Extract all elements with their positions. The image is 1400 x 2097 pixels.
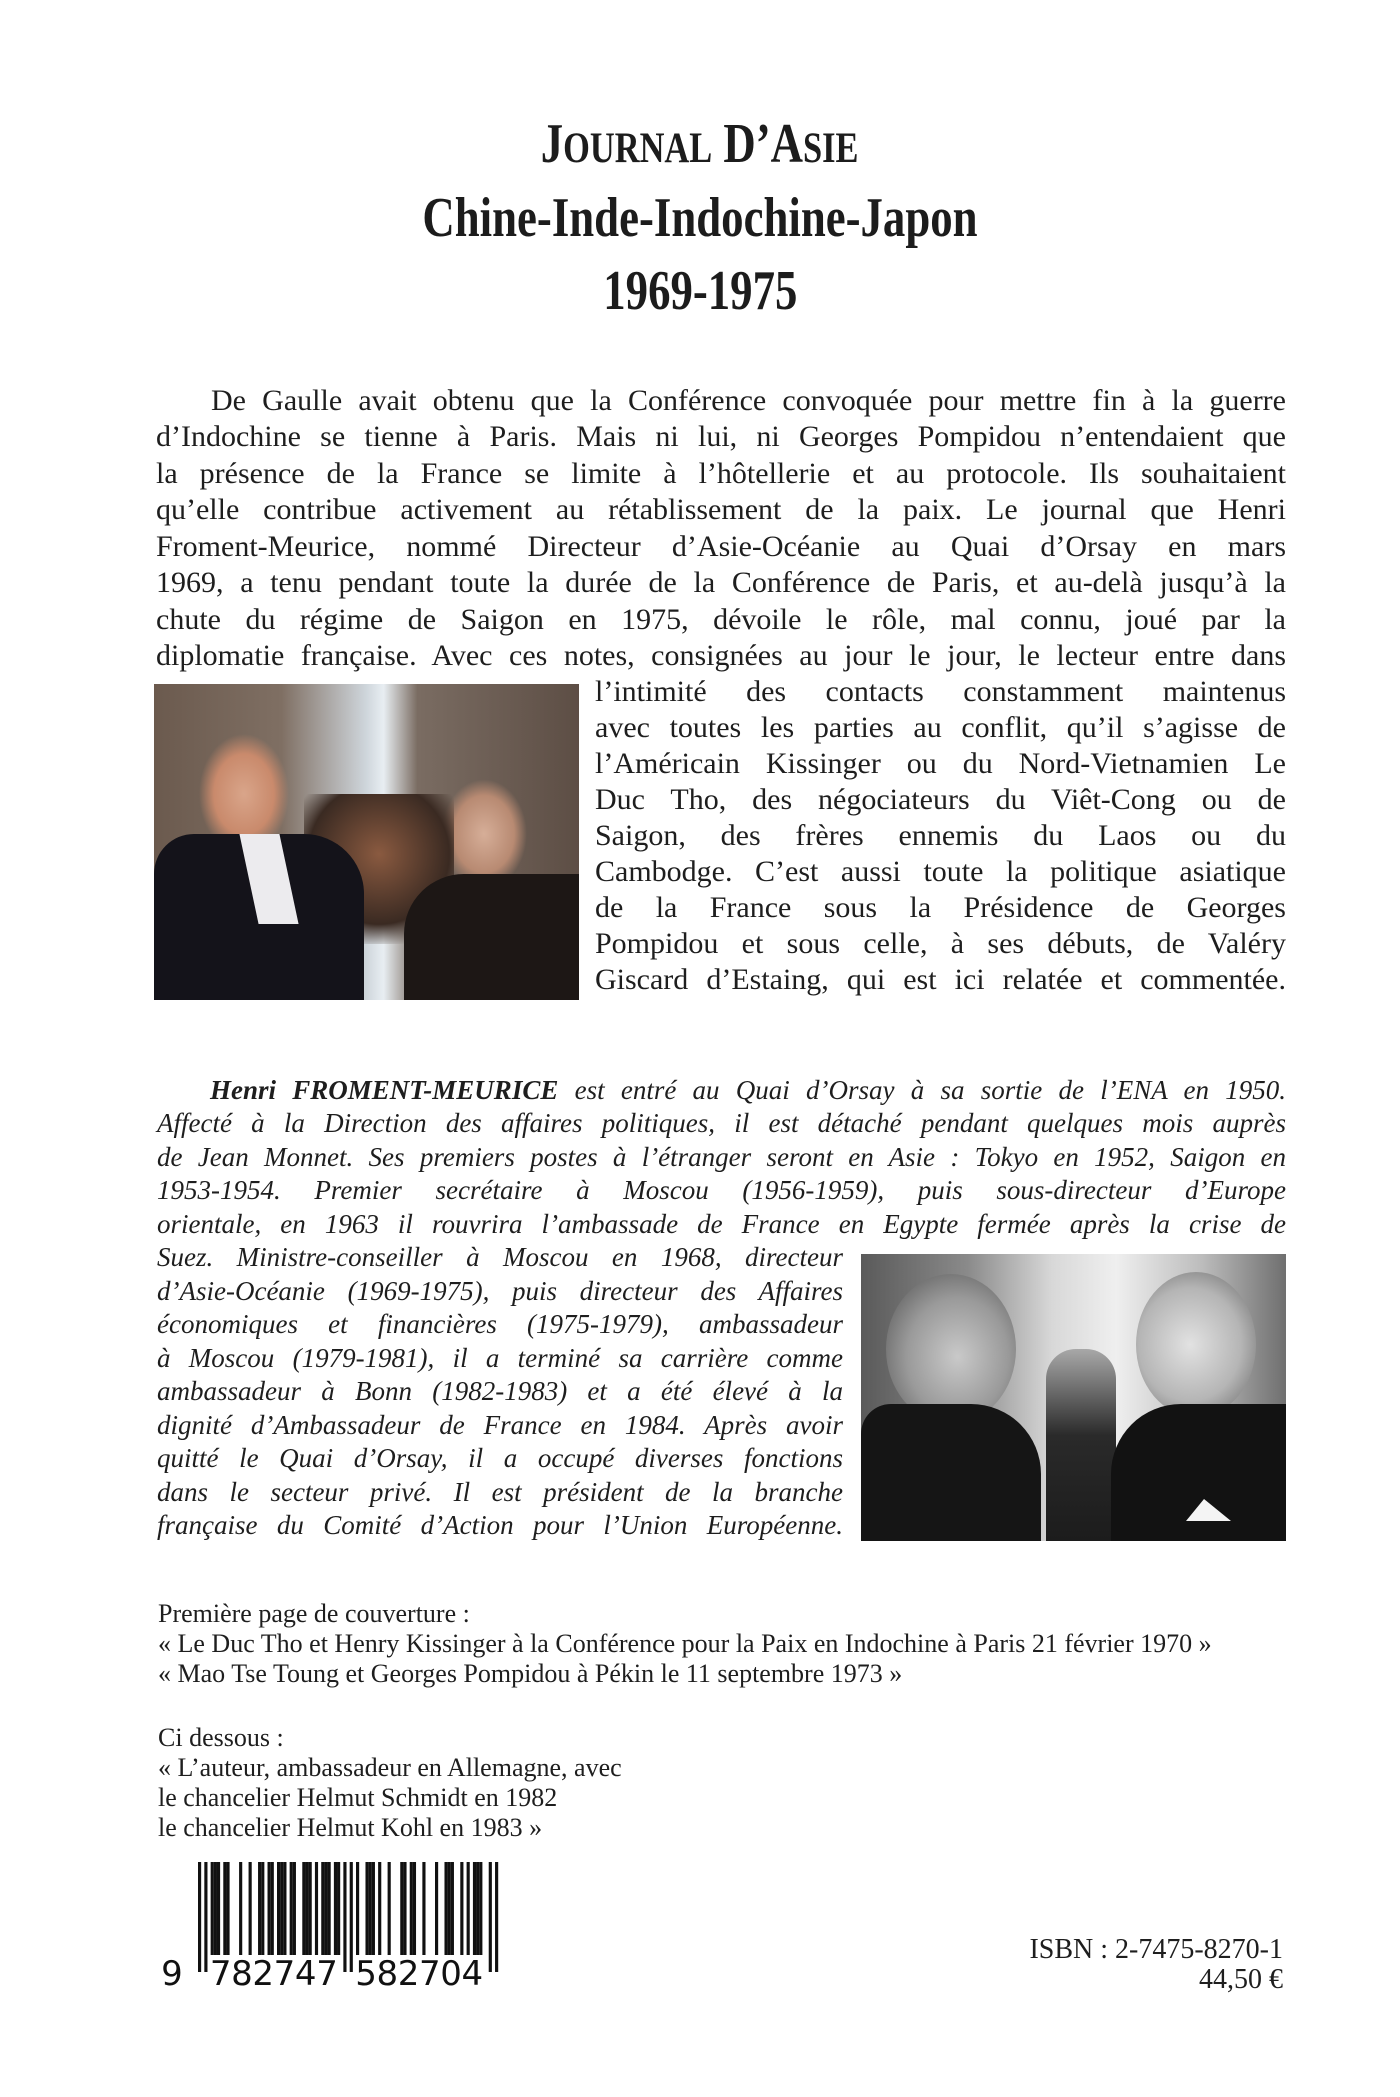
bio-line: française du Comité d’Action pour l’Union Européenne. — [157, 1510, 843, 1540]
bio-line: dignité d’Ambassadeur de France en 1984. Après avoir — [157, 1410, 843, 1440]
title-smallcaps-sie: SIE — [803, 125, 859, 172]
caption-cover-line: « Mao Tse Toung et Georges Pompidou à Pékin le 11 septembre 1973 » — [158, 1659, 903, 1688]
isbn-label: ISBN : 2-7475-8270-1 — [1029, 1934, 1283, 1965]
summary-line: Cambodge. C’est aussi toute la politique asiatique — [595, 855, 1286, 888]
summary-line: Giscard d’Estaing, qui est ici relatée et commentée. — [595, 963, 1286, 996]
caption-cover-heading: Première page de couverture : — [158, 1599, 470, 1628]
caption-below-line: le chancelier Helmut Kohl en 1983 » — [158, 1813, 543, 1842]
bio-line-text: est entré au Quai d’Orsay à sa sortie de l’ENA en 1950. — [558, 1075, 1286, 1105]
title-initial-j: J — [541, 113, 564, 175]
photo-figure-left — [861, 1404, 1041, 1541]
author-name: Henri FROMENT-MEURICE — [210, 1075, 559, 1105]
bio-line: économiques et financières (1975-1979), ambassadeur — [157, 1309, 843, 1339]
photo-kohl — [154, 684, 579, 1000]
title-initial-da: D’A — [723, 113, 804, 175]
title-smallcaps-ournal: OURNAL — [563, 125, 713, 172]
summary-line: de la France sous la Présidence de Georges — [595, 891, 1286, 924]
summary-line: l’intimité des contacts constamment maintenus — [595, 675, 1286, 708]
caption-below-heading: Ci dessous : — [158, 1723, 284, 1752]
bio-line: 1953-1954. Premier secrétaire à Moscou (1956-1959), puis sous-directeur d’Europe — [157, 1175, 1286, 1205]
book-dates — [0, 260, 1400, 322]
ean13-barcode — [155, 1858, 505, 1993]
photo-background-figure — [1046, 1349, 1116, 1541]
summary-line: Pompidou et sous celle, à ses débuts, de Valéry — [595, 927, 1286, 960]
svg-text:782747: 782747 — [209, 1954, 338, 1993]
bio-line: quitté le Quai d’Orsay, il a occupé diverses fonctions — [157, 1443, 843, 1473]
bio-line: ambassadeur à Bonn (1982-1983) et a été élevé à la — [157, 1376, 843, 1406]
summary-line: De Gaulle avait obtenu que la Conférence convoquée pour mettre fin à la guerre — [211, 384, 1286, 417]
summary-line: d’Indochine se tienne à Paris. Mais ni lui, ni Georges Pompidou n’entendaient que — [156, 420, 1286, 453]
bio-line: de Jean Monnet. Ses premiers postes à l’étranger seront en Asie : Tokyo en 1952, Saigon en — [157, 1142, 1286, 1172]
summary-line: Duc Tho, des négociateurs du Viêt-Cong ou de — [595, 783, 1286, 816]
summary-line: 1969, a tenu pendant toute la durée de la Conférence de Paris, et au-delà jusqu’à la — [156, 566, 1286, 599]
caption-below-line: le chancelier Helmut Schmidt en 1982 — [158, 1783, 558, 1812]
summary-line: Froment-Meurice, nommé Directeur d’Asie-Océanie au Quai d’Orsay en mars — [156, 530, 1286, 563]
caption-below-line: « L’auteur, ambassadeur en Allemagne, avec — [158, 1753, 622, 1782]
svg-text:9: 9 — [161, 1954, 183, 1993]
bio-line — [210, 1073, 1286, 1107]
svg-text:582704: 582704 — [355, 1954, 484, 1993]
caption-cover-line: « Le Duc Tho et Henry Kissinger à la Conférence pour la Paix en Indochine à Paris 21 février 1970 » — [158, 1629, 1212, 1658]
summary-line: chute du régime de Saigon en 1975, dévoile le rôle, mal connu, joué par la — [156, 603, 1286, 636]
summary-line: avec toutes les parties au conflit, qu’il s’agisse de — [595, 711, 1286, 744]
bio-line: orientale, en 1963 il rouvrira l’ambassade de France en Egypte fermée après la crise de — [157, 1209, 1286, 1239]
bio-line: d’Asie-Océanie (1969-1975), puis directeur des Affaires — [157, 1276, 843, 1306]
photo-figure-right — [404, 874, 579, 1000]
photo-schmidt — [861, 1254, 1286, 1541]
price-label: 44,50 € — [1199, 1964, 1283, 1995]
summary-line: qu’elle contribue activement au rétablissement de la paix. Le journal que Henri — [156, 493, 1286, 526]
photo-head-left — [886, 1274, 1016, 1424]
summary-line: diplomatie française. Avec ces notes, consignées au jour le jour, le lecteur entre dans — [156, 639, 1286, 672]
bio-line: dans le secteur privé. Il est président de la branche — [157, 1477, 843, 1507]
bio-line: Affecté à la Direction des affaires politiques, il est détaché pendant quelques mois auprès — [157, 1108, 1286, 1138]
summary-line: l’Américain Kissinger ou du Nord-Vietnamien Le — [595, 747, 1286, 780]
subtitle-text: Chine-Inde-Indochine-Japon — [422, 187, 978, 249]
book-subtitle — [0, 187, 1400, 249]
summary-line: la présence de la France se limite à l’hôtellerie et au protocole. Ils souhaitaient — [156, 457, 1286, 490]
summary-line: Saigon, des frères ennemis du Laos ou du — [595, 819, 1286, 852]
book-title — [0, 113, 1400, 177]
bio-line: à Moscou (1979-1981), il a terminé sa carrière comme — [157, 1343, 843, 1373]
photo-head-right — [1136, 1272, 1256, 1417]
bio-line: Suez. Ministre-conseiller à Moscou en 1968, directeur — [157, 1242, 843, 1272]
dates-text: 1969-1975 — [602, 260, 798, 322]
